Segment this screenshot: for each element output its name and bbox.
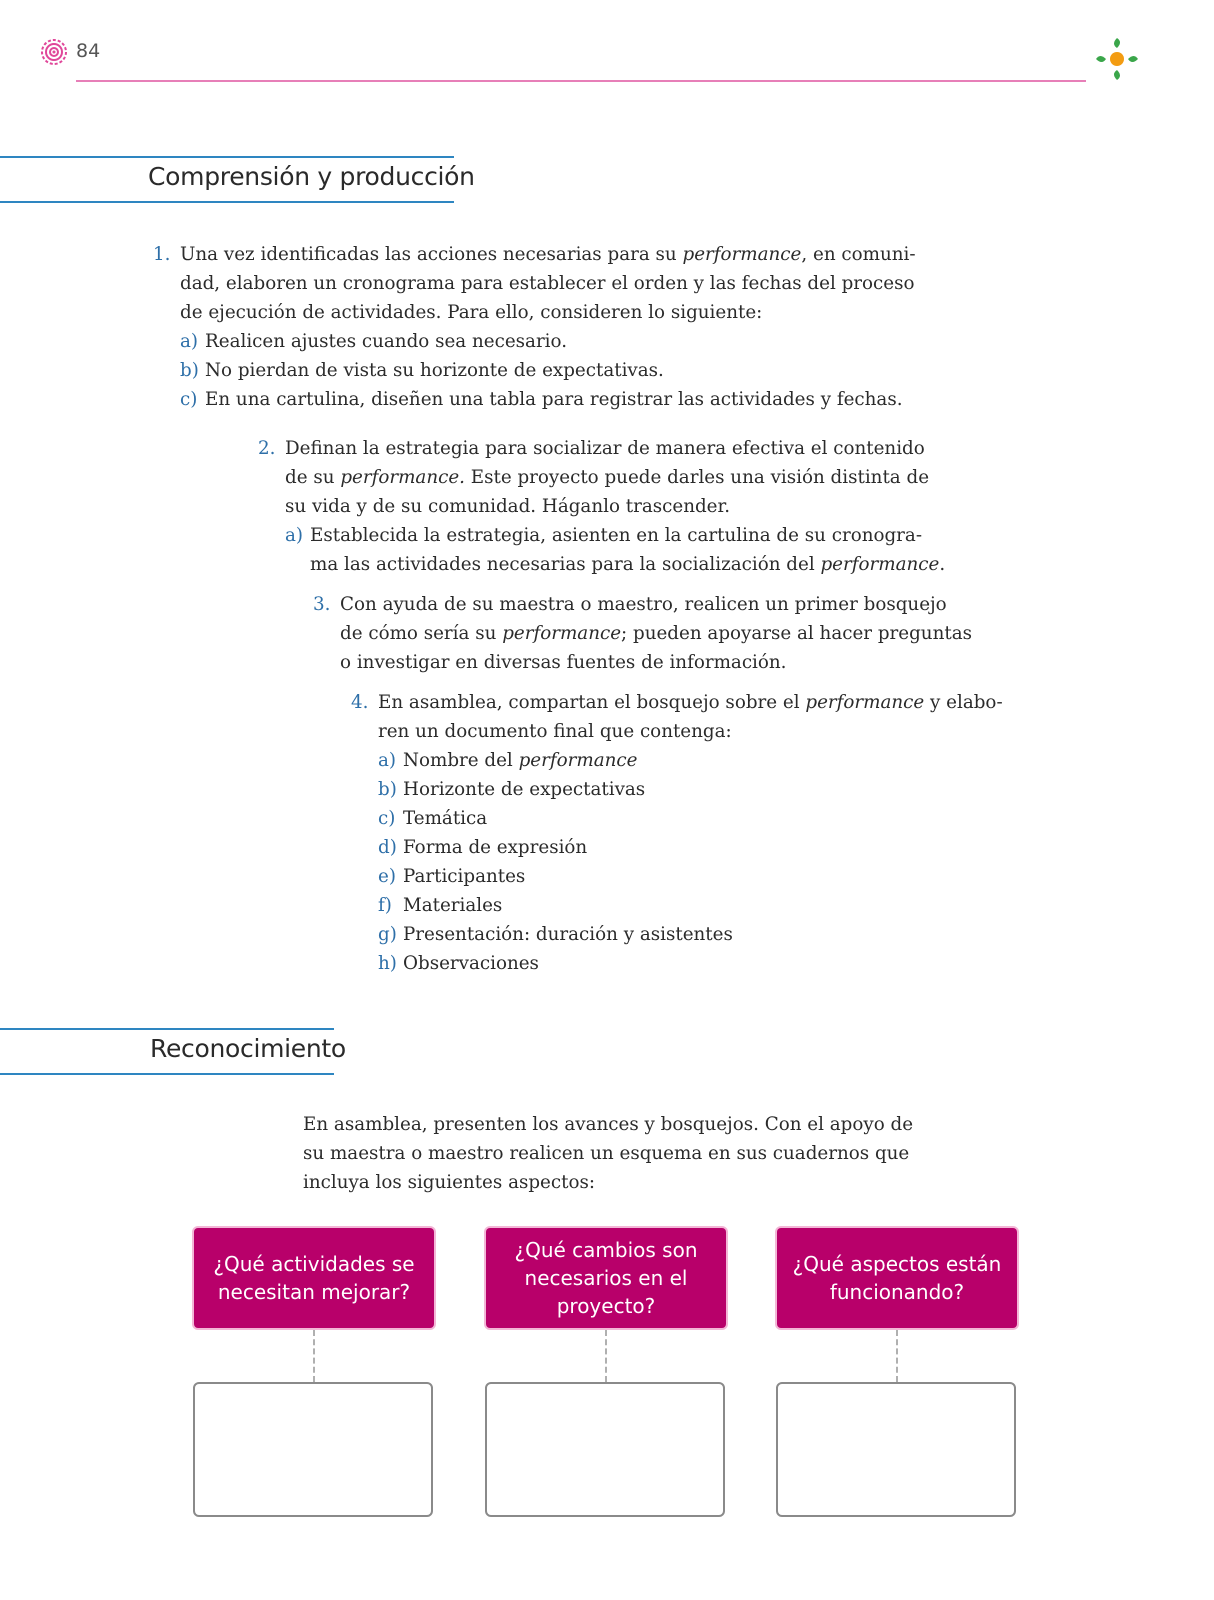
question-line: ¿Qué actividades se [213, 1252, 415, 1276]
sub-item: c) En una cartulina, diseñen una tabla para registrar las actividades y fechas. [180, 389, 903, 410]
item-number: 2. [258, 438, 276, 459]
item-number: 3. [313, 594, 331, 615]
question-line: ¿Qué aspectos están [792, 1252, 1002, 1276]
section-heading-comprension [0, 156, 475, 206]
sub-item: a) Realicen ajustes cuando sea necesario. [180, 331, 568, 352]
dashed-connector [313, 1330, 315, 1382]
sub-item: c) Temática [378, 808, 488, 829]
text-line: dad, elaboren un cronograma para establecer el orden y las fechas del proceso [180, 273, 915, 294]
page-number: 84 [76, 40, 101, 62]
sub-item: h) Observaciones [378, 953, 539, 974]
pink-rosette-icon [40, 38, 68, 66]
sub-item: g) Presentación: duración y asistentes [378, 924, 733, 945]
section-heading-reconocimiento [0, 1028, 346, 1078]
sub-item: f) Materiales [378, 895, 503, 916]
sub-item: b) Horizonte de expectativas [378, 779, 646, 800]
section-title: Reconocimiento [150, 1034, 346, 1063]
question-line: ¿Qué cambios son [514, 1238, 698, 1262]
text-line: incluya los siguientes aspectos: [303, 1172, 596, 1193]
header-rule [76, 80, 1086, 82]
sub-item: d) Forma de expresión [378, 837, 588, 858]
activity-item-1 [153, 240, 916, 414]
item-number: 1. [153, 244, 171, 265]
sub-item: e) Participantes [378, 866, 526, 887]
text-line: o investigar en diversas fuentes de información. [340, 652, 787, 673]
dashed-connector [896, 1330, 898, 1382]
text-line: ren un documento final que contenga: [378, 721, 732, 742]
heading-bottom-rule [0, 201, 454, 203]
activity-item-4 [351, 688, 1003, 978]
text-line: Con ayuda de su maestra o maestro, realicen un primer bosquejo [340, 594, 947, 615]
text-line: de cómo sería su performance; pueden apoyarse al hacer preguntas [340, 623, 972, 644]
answer-box-2 [485, 1382, 725, 1517]
text-line: Definan la estrategia para socializar de manera efectiva el contenido [285, 438, 925, 459]
question-box-3 [777, 1228, 1017, 1328]
section-title: Comprensión y producción [148, 162, 475, 191]
sub-item: b) No pierdan de vista su horizonte de expectativas. [180, 360, 664, 381]
heading-top-rule [0, 156, 454, 158]
flower-logo-icon [1092, 34, 1142, 84]
text-line: de ejecución de actividades. Para ello, consideren lo siguiente: [180, 302, 763, 323]
dashed-connector [605, 1330, 607, 1382]
item-number: 4. [351, 692, 369, 713]
question-line: funcionando? [829, 1280, 965, 1304]
text-line: su vida y de su comunidad. Háganlo trascender. [285, 496, 731, 517]
text-line: En asamblea, compartan el bosquejo sobre el performance y elabo- [378, 692, 1003, 713]
question-box-1 [194, 1228, 434, 1328]
sub-item: a) Nombre del performance [378, 750, 638, 771]
heading-bottom-rule [0, 1073, 334, 1075]
sub-item-continuation: ma las actividades necesarias para la socialización del performance. [310, 554, 946, 575]
question-line: necesarios en el [524, 1266, 688, 1290]
text-line: En asamblea, presenten los avances y bosquejos. Con el apoyo de [303, 1114, 914, 1135]
answer-box-1 [193, 1382, 433, 1517]
text-line: Una vez identificadas las acciones necesarias para su performance, en comuni- [180, 244, 916, 265]
text-line: su maestra o maestro realicen un esquema en sus cuadernos que [303, 1143, 910, 1164]
question-line: proyecto? [556, 1294, 656, 1318]
sub-item: a) Establecida la estrategia, asienten en la cartulina de su cronogra- [285, 525, 923, 546]
question-box-2 [486, 1228, 726, 1328]
reconocimiento-intro [303, 1110, 913, 1197]
answer-box-3 [776, 1382, 1016, 1517]
activity-item-3 [313, 590, 972, 677]
heading-top-rule [0, 1028, 334, 1030]
text-line: de su performance. Este proyecto puede darles una visión distinta de [285, 467, 930, 488]
question-line: necesitan mejorar? [217, 1280, 411, 1304]
activity-item-2 [258, 434, 946, 579]
